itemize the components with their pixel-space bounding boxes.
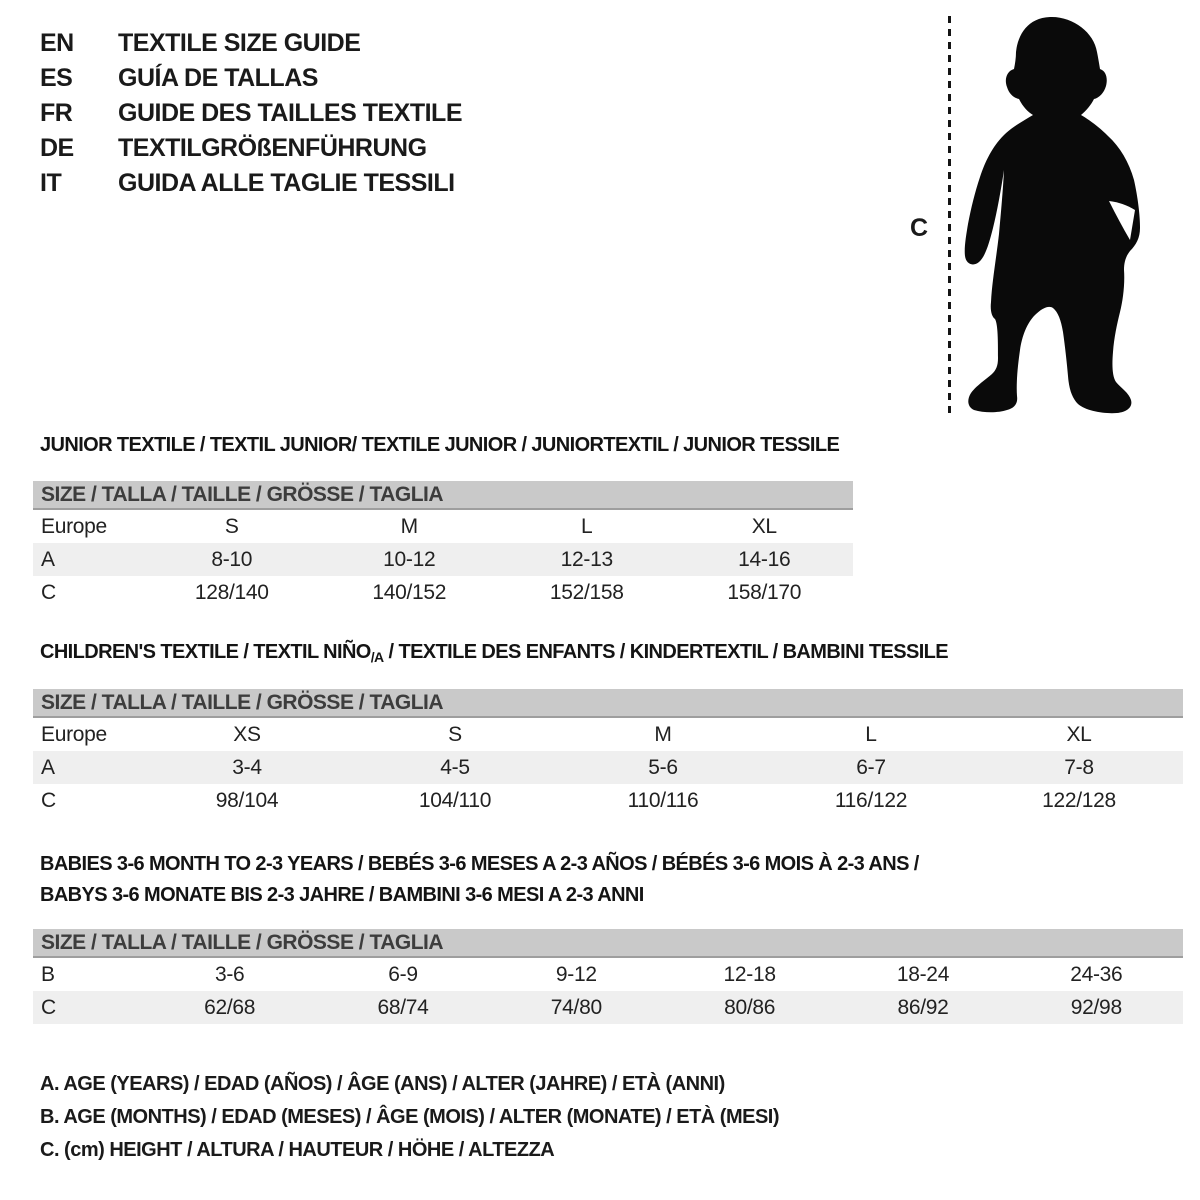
language-code: ES: [40, 64, 73, 92]
table-row: [33, 751, 1183, 784]
table-cell: XL: [751, 514, 777, 538]
row-label: B: [41, 962, 55, 986]
title-line: BABYS 3-6 MONATE BIS 2-3 JAHRE / BAMBINI 3-6 MESI A 2-3 ANNI: [40, 884, 644, 906]
language-code: FR: [40, 99, 73, 127]
table-cell: 3-6: [214, 962, 245, 986]
table-cell: 74/80: [550, 995, 602, 1019]
measurement-legend: [40, 1068, 779, 1167]
table-cell: 158/170: [727, 580, 802, 604]
row-label: C: [41, 580, 56, 604]
babies-size-table: [33, 929, 1183, 1024]
children-size-table: [33, 689, 1183, 817]
table-cell: 140/152: [372, 580, 447, 604]
list-item: [40, 26, 462, 61]
table-cell: 110/116: [627, 788, 699, 812]
table-cell: 8-10: [211, 547, 253, 571]
table-cell: 9-12: [555, 962, 597, 986]
row-label: Europe: [41, 722, 107, 746]
table-cell: 5-6: [648, 755, 678, 779]
size-header-bar: SIZE / TALLA / TAILLE / GRÖSSE / TAGLIA: [33, 929, 1183, 958]
table-cell: 12-13: [560, 547, 613, 571]
table-row: [33, 576, 853, 609]
table-cell: 62/68: [204, 995, 256, 1019]
list-item: [40, 96, 462, 131]
table-cell: 18-24: [896, 962, 950, 986]
language-code: EN: [40, 29, 74, 57]
table-cell: 4-5: [440, 755, 470, 779]
table-cell: 24-36: [1070, 962, 1123, 986]
language-code: IT: [40, 169, 62, 197]
table-row: [33, 991, 1183, 1024]
table-cell: 98/104: [215, 788, 279, 812]
table-cell: 128/140: [194, 580, 269, 604]
guide-title: TEXTILGRÖßENFÜHRUNG: [118, 134, 427, 162]
table-cell: 6-7: [856, 755, 886, 779]
guide-title: TEXTILE SIZE GUIDE: [118, 29, 361, 57]
table-row: [33, 784, 1183, 817]
table-cell: 116/122: [834, 788, 908, 812]
title-text: CHILDREN'S TEXTILE / TEXTIL NIÑO: [40, 641, 371, 663]
table-cell: 10-12: [383, 547, 436, 571]
height-measure-label: C: [910, 214, 929, 242]
table-cell: M: [400, 514, 418, 538]
guide-title: GUIDE DES TAILLES TEXTILE: [118, 99, 463, 127]
table-cell: 80/86: [724, 995, 776, 1019]
row-label: A: [41, 755, 55, 779]
title-subscript: /A: [370, 649, 384, 665]
table-row: [33, 543, 853, 576]
table-cell: 68/74: [377, 995, 429, 1019]
table-cell: XL: [1066, 722, 1092, 746]
title-text: / TEXTILE DES ENFANTS / KINDERTEXTIL / BAMBINI TESSILE: [383, 641, 949, 663]
guide-title: GUIDA ALLE TAGLIE TESSILI: [118, 169, 455, 197]
table-cell: S: [448, 722, 462, 746]
row-label: A: [41, 547, 55, 571]
height-measure-dashed-line: [948, 16, 951, 416]
table-cell: 7-8: [1064, 755, 1094, 779]
row-label: C: [41, 788, 56, 812]
table-cell: 14-16: [738, 547, 791, 571]
section-title-junior: JUNIOR TEXTILE / TEXTIL JUNIOR/ TEXTILE JUNIOR / JUNIORTEXTIL / JUNIOR TESSILE: [40, 434, 840, 456]
table-cell: 6-9: [388, 962, 418, 986]
table-cell: S: [224, 514, 239, 538]
table-cell: 92/98: [1070, 995, 1122, 1019]
language-code: DE: [40, 134, 74, 162]
guide-title: GUÍA DE TALLAS: [118, 64, 318, 92]
size-header-bar: SIZE / TALLA / TAILLE / GRÖSSE / TAGLIA: [33, 481, 853, 510]
list-item: [40, 61, 462, 96]
legend-line-b: B. AGE (MONTHS) / EDAD (MESES) / ÂGE (MOIS) / ALTER (MONATE) / ETÀ (MESI): [40, 1106, 780, 1128]
table-row: [33, 958, 1183, 991]
legend-line-a: A. AGE (YEARS) / EDAD (AÑOS) / ÂGE (ANS) / ALTER (JAHRE) / ETÀ (ANNI): [40, 1073, 725, 1095]
table-cell: 3-4: [232, 755, 262, 779]
title-line: BABIES 3-6 MONTH TO 2-3 YEARS / BEBÉS 3-6 MESES A 2-3 AÑOS / BÉBÉS 3-6 MOIS À 2-3 ANS /: [40, 853, 919, 875]
table-cell: L: [581, 514, 593, 538]
baby-silhouette-icon: [958, 12, 1158, 417]
size-header-bar: SIZE / TALLA / TAILLE / GRÖSSE / TAGLIA: [33, 689, 1183, 718]
table-row: [33, 510, 853, 543]
table-cell: L: [865, 722, 877, 746]
list-item: [40, 166, 462, 201]
table-cell: 104/110: [418, 788, 492, 812]
table-cell: 152/158: [549, 580, 624, 604]
section-title-babies: [40, 849, 919, 911]
table-cell: 122/128: [1042, 788, 1116, 812]
table-row: [33, 718, 1183, 751]
row-label: Europe: [41, 514, 107, 538]
table-cell: 86/92: [897, 995, 949, 1019]
section-title-children: [40, 641, 948, 665]
list-item: [40, 131, 462, 166]
junior-size-table: [33, 481, 853, 609]
language-title-list: [40, 26, 462, 201]
legend-line-c: C. (cm) HEIGHT / ALTURA / HAUTEUR / HÖHE / ALTEZZA: [40, 1139, 555, 1161]
table-cell: XS: [233, 722, 261, 746]
table-cell: 12-18: [723, 962, 776, 986]
row-label: C: [41, 995, 56, 1019]
table-cell: M: [654, 722, 672, 746]
